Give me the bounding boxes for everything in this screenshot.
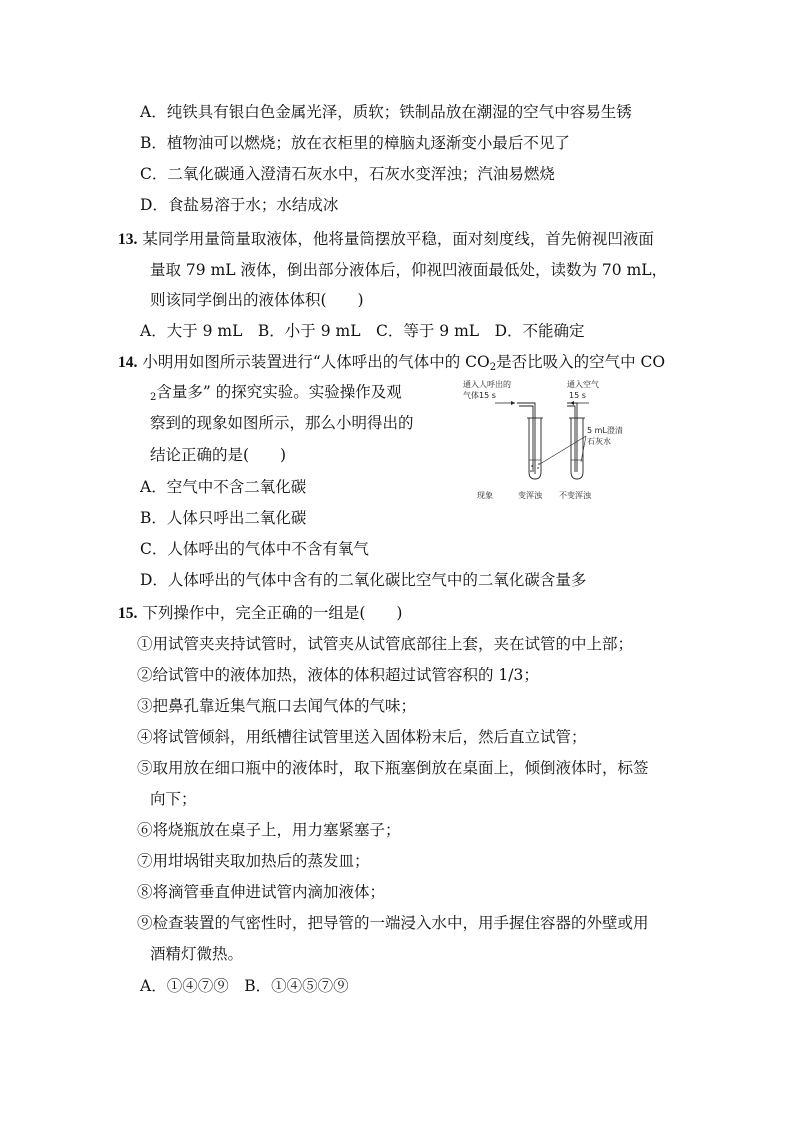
label-exhaled-line2: 气体15 s — [463, 391, 496, 400]
pointer-line-right — [581, 436, 586, 462]
q15-options: A．①④⑦⑨ B．①④⑤⑦⑨ — [140, 977, 349, 995]
q15-item-1: ①用试管夹夹持试管时，试管夹从试管底部往上套，夹在试管的中上部； — [137, 635, 634, 653]
label-air-line2: 15 s — [569, 391, 586, 400]
q15-item-8: ⑧将滴管垂直伸进试管内滴加液体； — [137, 883, 386, 901]
q13-options: A．大于 9 mL B．小于 9 mL C．等于 9 mL D．不能确定 — [140, 322, 585, 340]
label-exhaled-line1: 通入人呼出的 — [463, 380, 511, 389]
q14-text-2: 含量多” 的探究实验。实验操作及观 — [156, 383, 402, 401]
q15-item-5: ⑤取用放在细口瓶中的液体时，取下瓶塞倒放在桌面上，倾倒液体时，标签 — [137, 759, 649, 777]
q13-number: 13. — [118, 231, 138, 248]
q14-subscript-1: 2 — [489, 362, 497, 373]
q14-stem-line2 — [150, 382, 402, 408]
q13-stem-line3: 则该同学倒出的液体体积( ) — [150, 291, 364, 309]
q12-option-b: B．植物油可以燃烧；放在衣柜里的樟脑丸逐渐变小最后不见了 — [140, 134, 570, 152]
q14-number: 14. — [118, 354, 138, 371]
q15-stem-text: 下列操作中，完全正确的一组是( ) — [142, 604, 403, 622]
q14-stem-line4: 结论正确的是( ) — [150, 446, 287, 464]
q15-item-9: ⑨检查装置的气密性时，把导管的一端浸入水中，用手握住容器的外壁或用 — [137, 914, 649, 932]
q13-stem-line2: 量取 79 mL 液体，倒出部分液体后，仰视凹液面最低处，读数为 70 mL， — [150, 261, 668, 279]
q14-option-a: A．空气中不含二氧化碳 — [140, 478, 307, 496]
test-tube-left — [517, 403, 543, 479]
q12-option-d: D．食盐易溶于水；水结成冰 — [140, 196, 339, 214]
q15-stem — [118, 603, 402, 624]
q14-option-c: C．人体呼出的气体中不含有氧气 — [140, 540, 369, 558]
q12-option-a: A．纯铁具有银白色金属光泽，质软；铁制品放在潮湿的空气中容易生锈 — [140, 103, 632, 121]
q14-text-1a: 小明用如图所示装置进行“人体呼出的气体中的 CO — [142, 353, 490, 371]
q15-item-7: ⑦用坩埚钳夹取加热后的蒸发皿； — [137, 852, 370, 870]
q15-item-3: ③把鼻孔靠近集气瓶口去闻气体的气味； — [137, 697, 417, 715]
arrow-exhaled-head — [511, 401, 515, 405]
test-tube-right — [567, 403, 585, 479]
label-limewater-line2: 石灰水 — [587, 437, 611, 446]
q15-item-4: ④将试管倾斜，用纸槽往试管里送入固体粉末后，然后直立试管； — [137, 728, 587, 746]
q13-text-1: 某同学用量筒量取液体，他将量筒摆放平稳，面对刻度线，首先俯视凹液面 — [142, 230, 654, 248]
label-phenomenon: 现象 — [477, 491, 493, 500]
q15-item-9-cont: 酒精灯微热。 — [150, 945, 244, 963]
q14-subscript-2: 2 — [150, 392, 157, 403]
q12-option-c: C．二氧化碳通入澄清石灰水中，石灰水变浑浊；汽油易燃烧 — [140, 165, 555, 183]
q14-stem-line1 — [118, 352, 665, 378]
label-not-turbid: 不变浑浊 — [559, 491, 591, 500]
q14-text-1b: 是否比吸入的空气中 CO — [496, 353, 666, 371]
label-limewater-line1: 5 mL澄清 — [587, 426, 623, 435]
q15-item-6: ⑥将烧瓶放在桌子上，用力塞紧塞子； — [137, 821, 401, 839]
q15-item-2: ②给试管中的液体加热，液体的体积超过试管容积的 1/3； — [137, 666, 539, 684]
q14-option-b: B．人体只呼出二氧化碳 — [140, 509, 307, 527]
q13-stem-line1 — [118, 229, 654, 250]
q14-stem-line3: 察到的现象如图所示，那么小明得出的 — [150, 414, 414, 432]
q15-item-5-cont: 向下； — [150, 790, 197, 808]
q15-number: 15. — [118, 605, 138, 622]
experiment-figure — [455, 376, 623, 506]
label-air-line1: 通入空气 — [567, 380, 599, 389]
q14-option-d: D．人体呼出的气体中含有的二氧化碳比空气中的二氧化碳含量多 — [140, 571, 587, 589]
label-turbid: 变浑浊 — [518, 491, 542, 500]
